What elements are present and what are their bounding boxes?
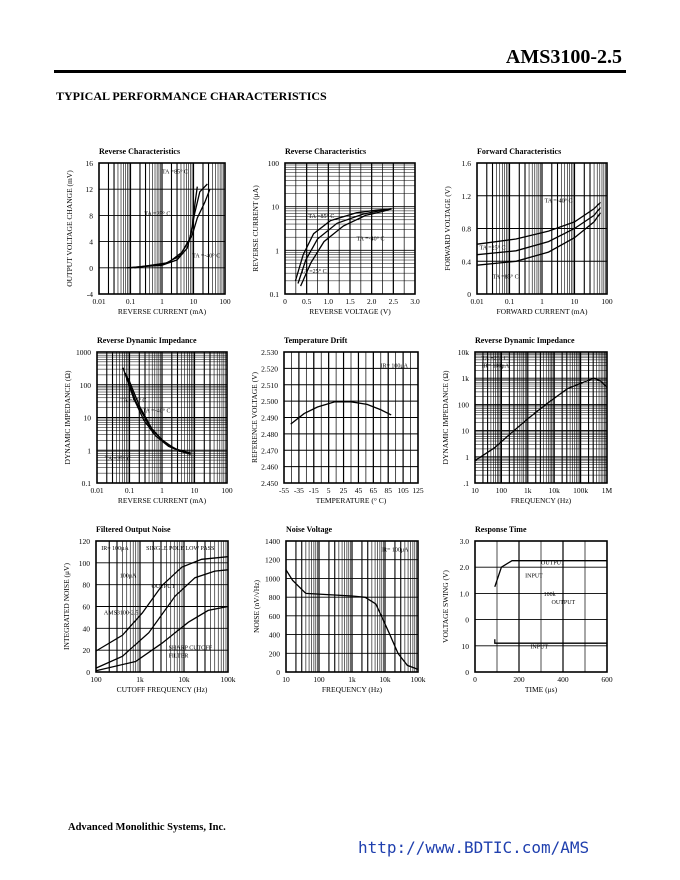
y-tick-label: 1 [87, 446, 91, 456]
y-tick-label: 8 [89, 211, 93, 221]
annotation: TA =85° C [162, 169, 188, 176]
x-tick-label: 0.1 [124, 486, 135, 495]
x-tick-label: 10 [189, 297, 198, 306]
y-tick-label: 800 [268, 593, 280, 603]
x-tick-label: 25 [339, 486, 348, 495]
y-axis-label: OUTPUT VOLTAGE CHANGE (mV) [65, 170, 74, 287]
annotation: TA =25° C [481, 355, 508, 362]
x-tick-label: -15 [308, 486, 319, 495]
y-tick-label: 20 [82, 646, 90, 656]
chart-title: Response Time [475, 525, 527, 534]
y-axis-label: FORWARD VOLTAGE (V) [443, 186, 452, 271]
y-tick-label: 400 [268, 630, 280, 640]
chart-c6 [442, 334, 627, 513]
x-tick-label: 0.01 [92, 297, 106, 306]
x-tick-label: 10k [178, 675, 190, 684]
y-tick-label: 2.450 [261, 479, 278, 488]
x-tick-label: 0.1 [125, 297, 136, 306]
chart-title: Reverse Dynamic Impedance [97, 336, 197, 345]
annotation: TA =85° C [308, 214, 335, 221]
y-tick-label: 100 [79, 380, 91, 390]
chart-title: Forward Characteristics [477, 147, 562, 156]
annotation: OUTPUT [551, 599, 576, 606]
y-tick-label: 60 [82, 602, 90, 612]
annotation: SHARP CUTOFF [168, 645, 213, 652]
x-tick-label: 0.5 [301, 297, 312, 306]
x-tick-label: 100 [219, 297, 231, 306]
y-tick-label: 10 [83, 413, 91, 423]
y-tick-label: 1000 [265, 574, 280, 584]
chart-title: Noise Voltage [286, 525, 332, 534]
annotation: INPUT [530, 644, 549, 651]
y-tick-label: 1000 [76, 348, 91, 357]
annotation: INPUT [525, 573, 543, 580]
y-tick-label: 3.0 [459, 537, 469, 546]
y-tick-label: 10 [271, 202, 279, 212]
x-tick-label: 65 [369, 486, 378, 495]
y-tick-label: 1.2 [461, 191, 471, 201]
y-tick-label: .1 [463, 479, 469, 488]
annotation: TA =-40° C [142, 408, 171, 415]
y-tick-label: 600 [268, 611, 280, 621]
y-tick-label: 2.520 [261, 364, 278, 374]
y-tick-label: 0 [276, 668, 280, 677]
y-tick-label: 2.490 [261, 413, 278, 423]
x-tick-label: -55 [279, 486, 289, 495]
x-tick-label: 1 [160, 297, 164, 306]
x-tick-label: 3.0 [410, 297, 420, 306]
x-tick-label: 100 [90, 675, 102, 684]
y-axis-label: NOISE (nV/√Hz) [252, 579, 261, 634]
x-tick-label: 600 [601, 675, 613, 684]
x-tick-label: 1k [136, 675, 144, 684]
plot-frame [475, 352, 607, 483]
chart-title: Temperature Drift [284, 336, 348, 345]
y-tick-label: 2.0 [459, 563, 469, 573]
x-tick-label: 105 [397, 486, 409, 495]
annotation: TA =25° C [300, 269, 327, 276]
x-tick-label: 1 [540, 297, 544, 306]
x-tick-label: 400 [557, 675, 569, 684]
annotation: SINGLE POLE LOW PASS [146, 546, 215, 553]
x-tick-label: 100 [495, 486, 508, 495]
header-rule [54, 70, 626, 73]
x-tick-label: 1 [160, 486, 164, 495]
y-tick-label: 2.480 [261, 429, 278, 439]
x-tick-label: 0.1 [504, 297, 515, 306]
x-tick-label: 1M [601, 486, 613, 495]
series-line [291, 402, 392, 424]
x-tick-label: 1.5 [345, 297, 355, 306]
y-tick-label: 0 [89, 263, 93, 273]
footer-company: Advanced Monolithic Systems, Inc. [68, 822, 226, 833]
chart-c9 [442, 523, 627, 702]
annotation: TA =25° C [104, 456, 131, 463]
annotation: OUTPUT [541, 560, 565, 567]
y-tick-label: 0.1 [269, 290, 279, 299]
x-tick-label: 200 [513, 675, 525, 684]
chart-c2 [252, 145, 435, 324]
annotation: TA =-40° C [544, 198, 573, 205]
y-axis-label: REVERSE CURRENT (μA) [251, 185, 260, 272]
x-tick-label: 85 [384, 486, 392, 495]
annotation: TA =25° C [479, 245, 506, 252]
annotation: TA =-40° C [356, 236, 385, 243]
y-tick-label: 1.0 [459, 589, 469, 599]
x-tick-label: 2.0 [366, 297, 377, 306]
y-axis-label: DYNAMIC IMPEDANCE (Ω) [63, 370, 72, 465]
y-tick-label: 10k [457, 348, 469, 357]
footer-url[interactable]: http://www.BDTIC.com/AMS [358, 838, 590, 857]
annotation: IR= 100μA [481, 363, 510, 370]
series-line [96, 557, 228, 651]
chart-title: Filtered Output Noise [96, 525, 171, 534]
x-axis-label: REVERSE CURRENT (mA) [117, 496, 207, 505]
y-tick-label: 100 [457, 400, 469, 410]
y-tick-label: 10 [461, 426, 469, 436]
y-tick-label: 2.460 [261, 462, 278, 472]
annotation: OUTPUT [151, 584, 176, 591]
y-tick-label: 16 [85, 159, 93, 168]
y-tick-label: 0 [86, 668, 90, 677]
y-tick-label: 0 [467, 290, 471, 299]
y-tick-label: -4 [86, 290, 93, 299]
annotation: TA =25° C [144, 211, 171, 218]
y-axis-label: REFERENCE VOLTAGE (V) [250, 371, 259, 464]
chart-c8 [252, 523, 438, 702]
part-number: AMS3100-2.5 [505, 46, 622, 68]
annotation: IR= 100μA [381, 547, 409, 554]
x-tick-label: 100 [313, 675, 325, 684]
chart-c3 [442, 145, 627, 324]
chart-c1 [62, 145, 245, 324]
x-axis-label: REVERSE CURRENT (mA) [117, 307, 207, 316]
x-tick-label: 1.0 [323, 297, 334, 306]
y-tick-label: 100 [267, 159, 279, 168]
x-tick-label: 10 [471, 486, 479, 495]
y-tick-label: 1 [275, 246, 279, 256]
x-tick-label: -35 [293, 486, 304, 495]
x-tick-label: 100k [573, 486, 589, 495]
y-tick-label: 120 [78, 537, 90, 546]
y-tick-label: 0 [465, 615, 469, 625]
x-tick-label: 45 [354, 486, 363, 495]
x-tick-label: 2.5 [388, 297, 399, 306]
x-tick-label: 0.01 [90, 486, 104, 495]
x-tick-label: 0 [283, 297, 287, 306]
x-tick-label: 125 [412, 486, 424, 495]
y-tick-label: 1.6 [461, 159, 471, 168]
annotation: AMS3100-2.5 [103, 610, 139, 617]
x-axis-label: FREQUENCY (Hz) [510, 496, 572, 505]
annotation: FILTER [168, 653, 189, 660]
x-axis-label: CUTOFF FREQUENCY (Hz) [116, 685, 208, 694]
y-tick-label: 0.8 [461, 224, 471, 234]
x-tick-label: 10k [379, 675, 391, 684]
y-tick-label: 0.4 [461, 257, 471, 267]
chart-title: Reverse Dynamic Impedance [475, 336, 575, 345]
y-tick-label: 1200 [265, 555, 280, 565]
y-tick-label: 2.500 [261, 397, 278, 407]
x-tick-label: 100 [221, 486, 233, 495]
x-tick-label: 0.01 [470, 297, 484, 306]
x-axis-label: TEMPERATURE (° C) [315, 496, 387, 505]
x-tick-label: 100k [410, 675, 426, 684]
annotation: IR= 100μA [380, 363, 408, 370]
y-tick-label: 2.470 [261, 446, 278, 456]
chart-c4 [62, 334, 247, 513]
y-tick-label: 80 [82, 580, 90, 590]
y-tick-label: 0.1 [81, 479, 91, 488]
annotation: TA =85° C [492, 274, 519, 281]
y-tick-label: 12 [85, 185, 93, 195]
chart-title: Reverse Characteristics [285, 147, 367, 156]
y-tick-label: 10 [461, 641, 469, 651]
y-tick-label: 1 [465, 452, 469, 462]
x-axis-label: REVERSE VOLTAGE (V) [309, 307, 391, 316]
x-axis-label: TIME (μs) [524, 685, 558, 694]
chart-c7 [62, 523, 248, 702]
section-title: TYPICAL PERFORMANCE CHARACTERISTICS [56, 89, 327, 103]
y-tick-label: 40 [82, 624, 90, 634]
y-tick-label: 1400 [265, 537, 280, 546]
annotation: TA =85° C [120, 397, 147, 404]
y-axis-label: INTEGRATED NOISE (μV) [62, 563, 71, 650]
y-tick-label: 4 [89, 237, 93, 247]
y-axis-label: VOLTAGE SWING (V) [441, 570, 450, 643]
x-tick-label: 5 [326, 486, 331, 495]
y-tick-label: 200 [268, 649, 280, 659]
x-tick-label: 100k [220, 675, 236, 684]
y-tick-label: 2.530 [261, 348, 278, 357]
annotation: 100μA [119, 573, 137, 580]
y-tick-label: 2.510 [261, 380, 278, 390]
y-tick-label: 0 [465, 668, 469, 677]
y-tick-label: 100 [78, 558, 90, 568]
x-tick-label: 1k [524, 486, 532, 495]
x-tick-label: 0 [473, 675, 477, 684]
x-axis-label: FORWARD CURRENT (mA) [496, 307, 588, 316]
series-line [495, 639, 607, 643]
x-tick-label: 10 [190, 486, 199, 495]
chart-title: Reverse Characteristics [99, 147, 181, 156]
y-tick-label: 1k [461, 374, 469, 384]
annotation: IR= 100μA [101, 546, 129, 553]
x-tick-label: 1k [348, 675, 356, 684]
annotation: 100k [543, 592, 556, 599]
y-axis-label: DYNAMIC IMPEDANCE (Ω) [441, 370, 450, 465]
x-axis-label: FREQUENCY (Hz) [321, 685, 383, 694]
x-tick-label: 10k [548, 486, 560, 495]
chart-c5 [252, 334, 438, 513]
annotation: TA =-40° C [192, 253, 221, 260]
series-line [475, 378, 607, 461]
x-tick-label: 10 [282, 675, 290, 684]
x-tick-label: 10 [570, 297, 579, 306]
x-tick-label: 100 [601, 297, 613, 306]
